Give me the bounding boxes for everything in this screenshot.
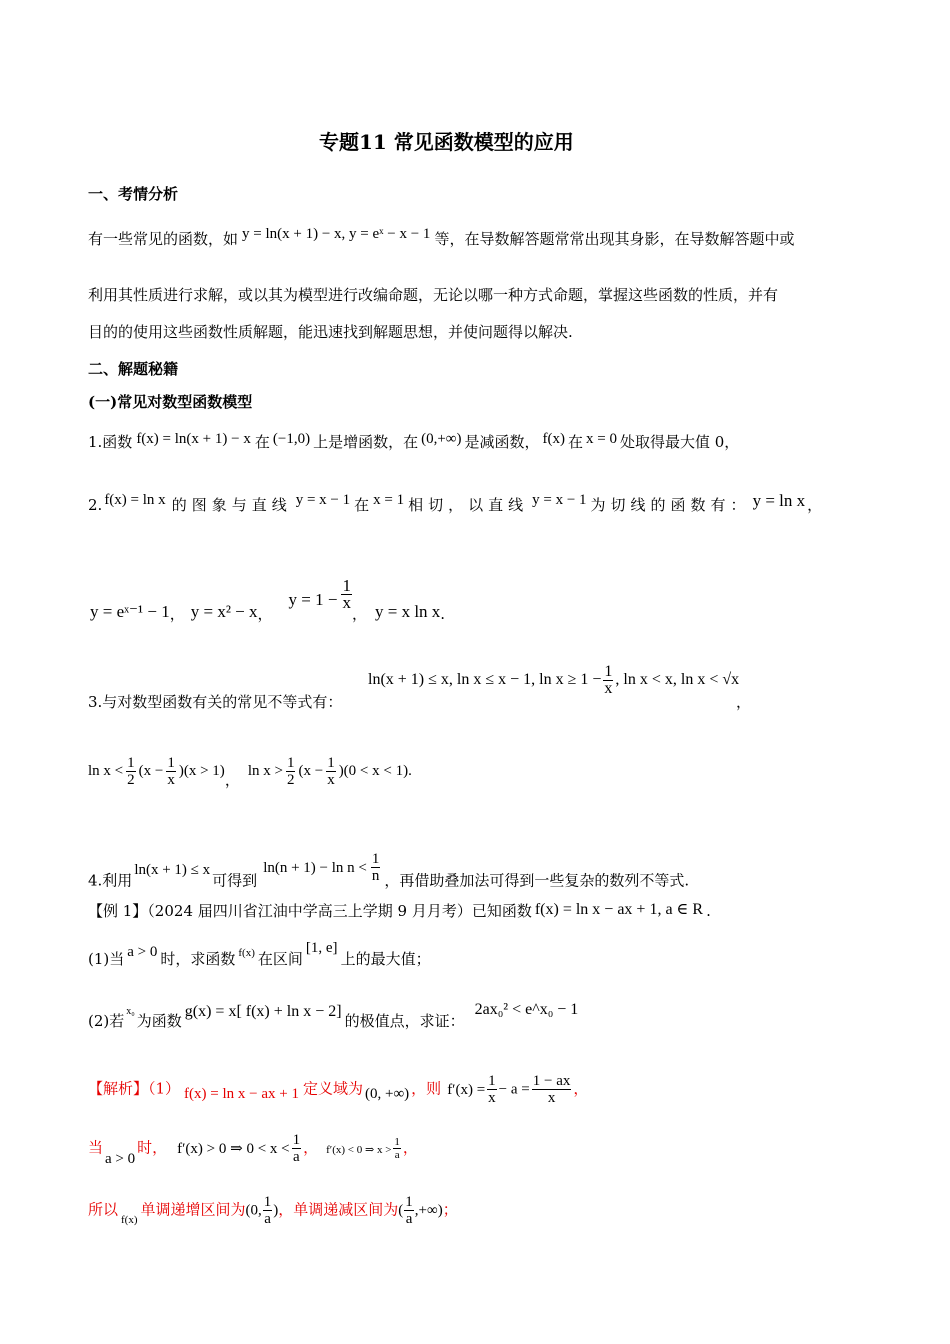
solution-tag: 【解析】（1） xyxy=(88,1079,181,1098)
item2-text: 在 xyxy=(354,496,370,514)
fraction-denominator: 2 xyxy=(286,772,295,788)
item4-inequality: ln(x + 1) ≤ x xyxy=(134,861,211,878)
item2-text: 相切，以直线 xyxy=(408,496,529,514)
item3-ineq1: ln(x + 1) ≤ x, ln x ≤ x − 1, ln x ≥ 1 − xyxy=(368,671,602,689)
q1-fx: f(x) xyxy=(238,947,255,959)
solution-decreasing: f′(x) < 0 ⇒ x > xyxy=(326,1143,392,1156)
item2-comma: ， xyxy=(807,496,823,514)
solution-text: ，单调递减区间为 xyxy=(278,1200,399,1219)
para1-text-a: 有一些常见的函数，如 xyxy=(88,230,239,248)
solution-fraction xyxy=(393,1136,401,1161)
item1-text: 上是增函数，在 xyxy=(313,433,419,451)
item2-end: . xyxy=(440,604,446,623)
item1-text: 处取得最大值 0， xyxy=(619,433,740,451)
solution-increasing: f′(x) > 0 ⇒ 0 < x < xyxy=(177,1140,290,1157)
item2-x-equals-1: x = 1 xyxy=(373,492,405,508)
q2-inequality: 2ax₀² < e^x₀ − 1 xyxy=(474,1001,579,1018)
solution-fraction xyxy=(292,1132,302,1165)
subsection-heading-log: (一)常见对数型函数模型 xyxy=(88,393,253,411)
item2-lead: 2. xyxy=(88,496,103,514)
example1-tag: 【例 1】（2024 届四川省江油中学高三上学期 9 月月考）已知函数 xyxy=(88,902,532,920)
solution-line3 xyxy=(88,1194,458,1227)
solution-fx: f(x) xyxy=(121,1213,138,1226)
item2-g1: y = ln x xyxy=(752,491,806,510)
fraction-numerator: 1 xyxy=(167,755,175,771)
fraction-denominator: a xyxy=(264,1211,271,1227)
item4-log-difference: ln(n + 1) − ln n < xyxy=(263,859,367,876)
item1-text: 在 xyxy=(568,433,584,451)
fraction-denominator: 2 xyxy=(127,772,135,788)
q2-x0: x₀ xyxy=(126,1006,135,1017)
solution-fraction xyxy=(532,1073,572,1106)
item3-ineq2-c: )(x > 1) xyxy=(178,762,225,779)
solution-function: f(x) = ln x − ax + 1 xyxy=(184,1085,299,1102)
solution-domain: (0, +∞) xyxy=(365,1085,410,1102)
item3-end: . xyxy=(408,762,412,779)
q1-text: (1)当 xyxy=(88,950,125,968)
item1-line xyxy=(88,432,739,453)
item2-g5: y = x ln x xyxy=(374,601,441,621)
fraction-denominator: a xyxy=(405,1211,413,1227)
fraction-numerator: 1 xyxy=(342,576,351,595)
q1-text: 在区间 xyxy=(257,950,303,968)
fraction-denominator: x xyxy=(327,772,335,788)
solution-line1 xyxy=(88,1073,588,1106)
fraction-numerator: 1 xyxy=(263,1194,272,1210)
item3-ineq2-b: (x − xyxy=(138,762,164,779)
solution-interval-dec-end: ,+∞) xyxy=(414,1202,443,1219)
example1-function: f(x) = ln x − ax + 1, a ∈ R xyxy=(534,901,704,918)
solution-fraction xyxy=(404,1194,414,1227)
solution-line2 xyxy=(88,1132,418,1165)
item1-fx: f(x) xyxy=(542,431,565,447)
item3-half xyxy=(286,755,296,788)
solution-text: 时， xyxy=(137,1138,168,1157)
item3-one-over-x xyxy=(166,755,176,788)
solution-interval-inc-end: ) xyxy=(273,1202,279,1219)
example1-line xyxy=(88,901,711,922)
item3-inequalities xyxy=(368,664,739,697)
para1-line3: 目的的使用这些函数性质解题，能迅速找到解题思想，并使问题得以解决. xyxy=(88,323,573,341)
item1-text: 是减函数， xyxy=(464,433,540,451)
solution-text: 定义域为 xyxy=(303,1079,364,1098)
q1-interval: [1, e] xyxy=(305,940,338,956)
item2-g4: y = 1 − xyxy=(288,589,338,609)
fraction-denominator: x xyxy=(488,1090,496,1106)
item4-lead: 4.利用 xyxy=(88,871,133,890)
item2-comma: ， xyxy=(257,604,273,623)
item4-line xyxy=(88,851,690,898)
item1-text: 在 xyxy=(254,433,270,451)
section-heading-analysis: 一、考情分析 xyxy=(88,185,179,203)
fraction-denominator: a xyxy=(293,1149,300,1165)
item2-text: 为切线的函数有： xyxy=(590,496,751,514)
q2-g-function: g(x) = x[ f(x) + ln x − 2] xyxy=(184,1003,342,1020)
fraction-numerator: 1 xyxy=(405,1194,413,1210)
para1-math: y = ln(x + 1) − x, y = eˣ − x − 1 xyxy=(242,226,431,242)
q2-text: (2)若 xyxy=(88,1012,125,1030)
item3-sep: ， xyxy=(224,772,240,789)
solution-text: ，则 xyxy=(411,1079,442,1098)
page-title: 专题11 常见函数模型的应用 xyxy=(319,130,574,154)
item2-text: 的图象与直线 xyxy=(171,496,292,514)
para1-line1 xyxy=(88,226,795,250)
item2-comma: ， xyxy=(169,604,185,623)
item3-half xyxy=(126,755,136,788)
item2-comma: ， xyxy=(351,604,367,623)
solution-interval-inc: (0, xyxy=(245,1202,262,1219)
solution-text: 单调递增区间为 xyxy=(140,1200,246,1219)
fraction-denominator: x xyxy=(547,1090,556,1106)
fraction-numerator: 1 xyxy=(292,1132,301,1148)
fraction-numerator: 1 xyxy=(371,851,380,867)
item2-g4-fraction xyxy=(341,578,352,611)
item2-functions-line xyxy=(90,576,446,623)
item4-text: ，再借助叠加法可得到一些复杂的数列不等式. xyxy=(384,871,690,890)
item3-ineq3-a: ln x > xyxy=(247,762,283,779)
example1-end: . xyxy=(706,902,711,920)
fraction-numerator: 1 xyxy=(327,755,335,771)
item3-comma: ， xyxy=(736,693,752,711)
solution-text: 当 xyxy=(88,1138,104,1157)
item3-ineq2-a: ln x < xyxy=(88,762,124,779)
solution-interval-dec: ( xyxy=(398,1202,404,1219)
item2-tangent-line: y = x − 1 xyxy=(295,492,351,508)
fraction-denominator: a xyxy=(394,1149,400,1161)
solution-derivative-b: − a = xyxy=(498,1081,530,1098)
item3-fraction xyxy=(603,664,613,697)
item1-x-equals-0: x = 0 xyxy=(586,431,617,447)
solution-text: ， xyxy=(402,1138,418,1157)
item3-one-over-x xyxy=(326,755,336,788)
item4-fraction xyxy=(371,851,381,884)
item1-interval-decreasing: (0,+∞) xyxy=(421,431,462,447)
solution-text: 所以 xyxy=(88,1200,119,1219)
q1-text: 上的最大值； xyxy=(340,950,431,968)
solution-fraction xyxy=(263,1194,273,1227)
item2-g2: y = eˣ⁻¹ − 1 xyxy=(90,601,170,621)
item2-g3: y = x² − x xyxy=(190,601,258,621)
q1-text: 时，求函数 xyxy=(160,950,236,968)
solution-text: ； xyxy=(442,1200,458,1219)
item3-ineq2 xyxy=(88,755,412,788)
q1-condition: a > 0 xyxy=(127,944,158,960)
item3-ineq1-tail: , ln x < x, ln x < √x xyxy=(615,671,740,689)
fraction-numerator: 1 − ax xyxy=(532,1073,571,1089)
item1-interval-increasing: (−1,0) xyxy=(272,431,311,447)
fraction-denominator: x xyxy=(604,680,613,697)
solution-text: ， xyxy=(573,1079,589,1098)
item3-lead: 3.与对数型函数有关的常见不等式有： xyxy=(88,693,343,711)
item3-ineq3-c: )(0 < x < 1) xyxy=(338,762,409,779)
section-heading-tips: 二、解题秘籍 xyxy=(88,360,179,378)
item3-ineq3-b: (x − xyxy=(298,762,324,779)
solution-fraction xyxy=(487,1073,497,1106)
fraction-denominator: n xyxy=(371,868,380,884)
item1-function: f(x) = ln(x + 1) − x xyxy=(136,431,251,447)
fraction-denominator: x xyxy=(342,593,351,612)
solution-text: ， xyxy=(303,1138,319,1157)
fraction-denominator: x xyxy=(167,772,175,788)
fraction-numerator: 1 xyxy=(604,663,613,680)
example1-question1 xyxy=(88,940,431,971)
para1-text-b: 等，在导数解答题常常出现其身影，在导数解答题中或 xyxy=(434,230,795,248)
example1-question2 xyxy=(88,1001,579,1034)
item4-text: 可得到 xyxy=(212,871,258,890)
fraction-numerator: 1 xyxy=(488,1073,496,1089)
item1-lead: 1.函数 xyxy=(88,433,133,451)
item2-function: f(x) = ln x xyxy=(104,492,166,508)
fraction-numerator: 1 xyxy=(286,755,295,771)
q2-text: 为函数 xyxy=(136,1012,182,1030)
solution-derivative: f′(x) = xyxy=(447,1081,486,1098)
solution-condition: a > 0 xyxy=(105,1150,136,1167)
item2-line xyxy=(88,491,823,516)
item2-tangent-line-b: y = x − 1 xyxy=(532,492,587,508)
para1-line2: 利用其性质进行求解，或以其为模型进行改编命题，无论以哪一种方式命题，掌握这些函数的性质，并有 xyxy=(88,286,779,304)
q2-text: 的极值点，求证： xyxy=(344,1012,465,1030)
fraction-numerator: 1 xyxy=(394,1136,400,1148)
fraction-numerator: 1 xyxy=(127,755,135,771)
